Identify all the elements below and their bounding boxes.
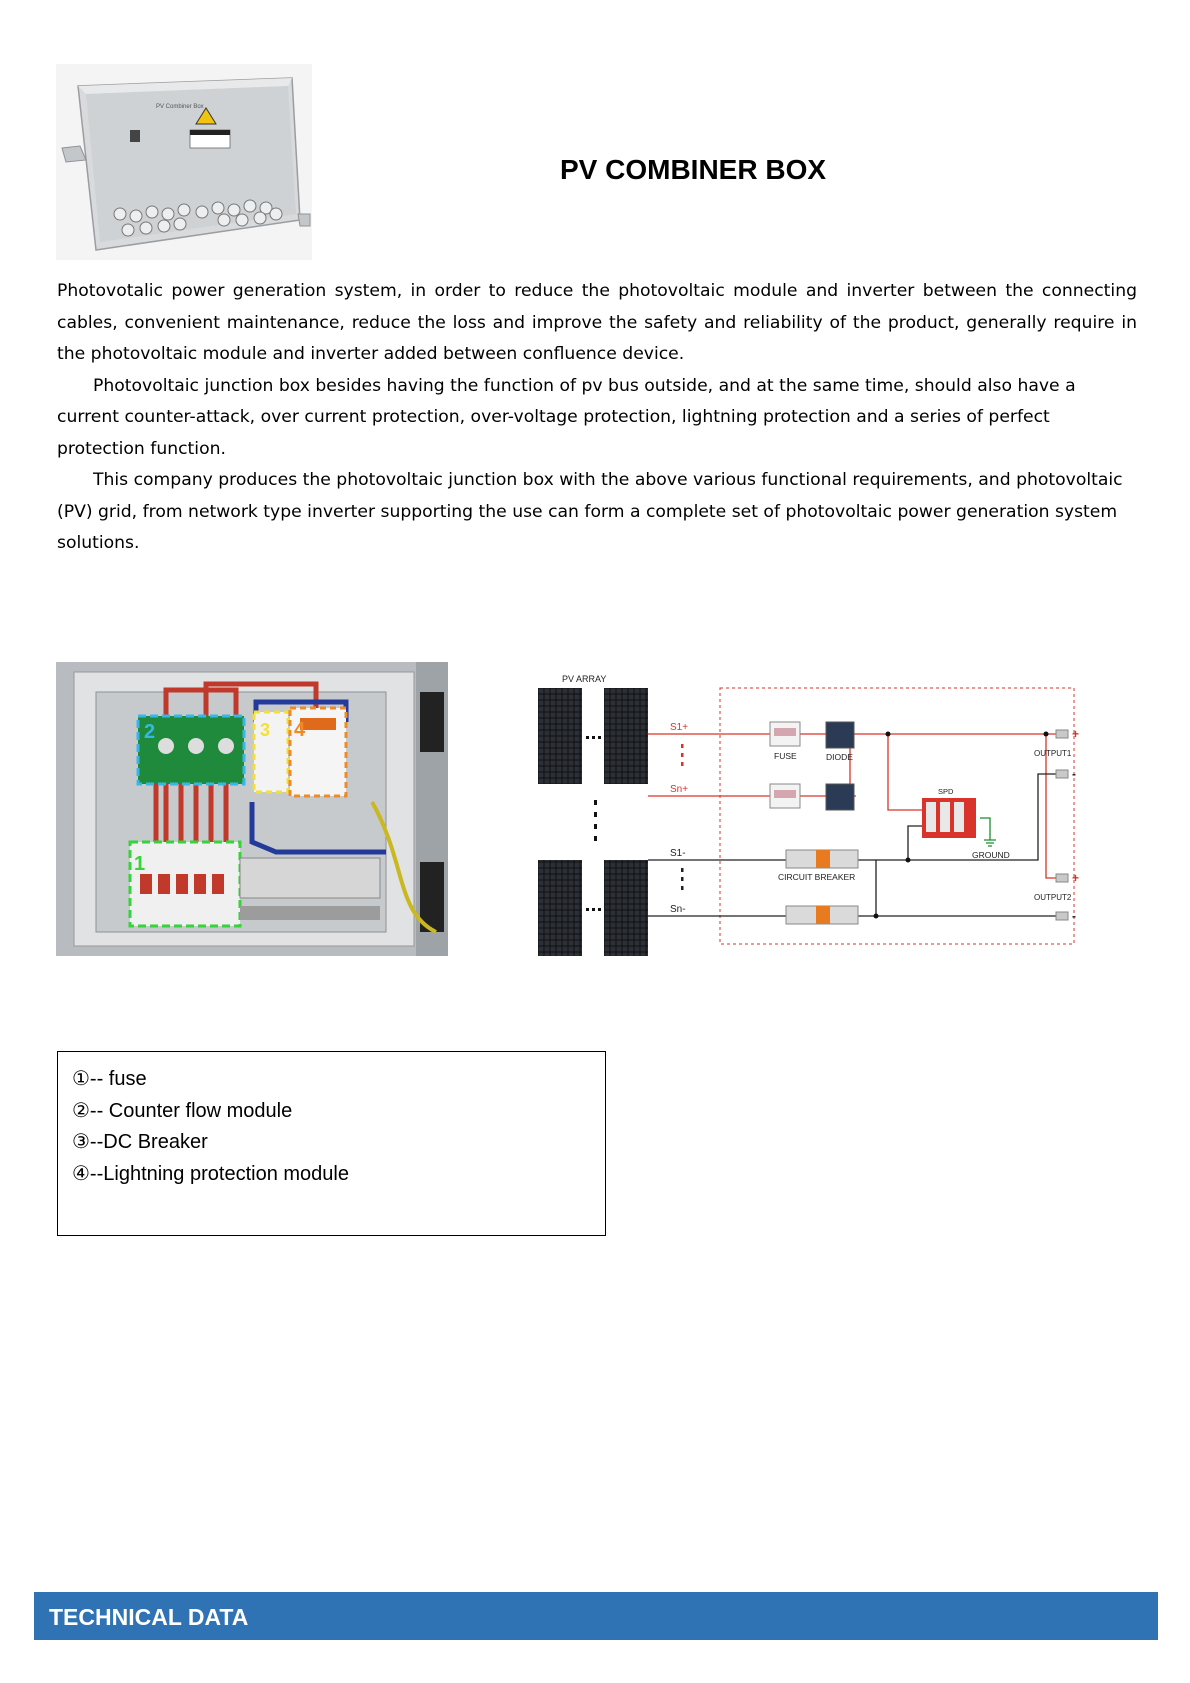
marker-3: 3: [260, 720, 271, 740]
ground-label: GROUND: [972, 850, 1010, 860]
spd-symbol: [922, 798, 976, 838]
legend-item: ②-- Counter flow module: [72, 1099, 293, 1122]
technical-data-title: TECHNICAL DATA: [49, 1604, 249, 1630]
fuse-symbol: [770, 722, 800, 808]
circuit-breaker-symbol: [786, 850, 858, 924]
sn-plus-label: Sn+: [670, 784, 689, 795]
s1-plus-label: S1+: [670, 722, 689, 733]
product-photo: [56, 64, 312, 260]
circuit-breaker-label: CIRCUIT BREAKER: [778, 872, 856, 882]
spd-label: SPD: [938, 787, 954, 796]
legend-item: ①-- fuse: [72, 1068, 147, 1090]
lock-icon: [130, 130, 140, 142]
intro-paragraph: Photovotalic power generation system, in order to reduce the photovoltaic module and inverter between the connecting cables, convenient maintenance, reduce the loss and improve the safety and reliability of the product, generally require in the photovoltaic module and inverter added between confluence device.: [57, 281, 1137, 364]
s1-minus-label: S1-: [670, 848, 686, 859]
legend-list: [58, 1052, 605, 1190]
page-title: PV COMBINER BOX: [560, 154, 827, 185]
output2-plus: +: [1072, 871, 1080, 885]
ground-icon: [984, 840, 996, 846]
intro-text: [57, 276, 1137, 560]
pv-array-label: PV ARRAY: [562, 674, 607, 684]
output1-label: OUTPUT1: [1034, 749, 1072, 758]
intro-paragraph: This company produces the photovoltaic junction box with the above various functional requirements, and photovoltaic (PV) grid, from network type inverter supporting the use can form a complete set of photovoltaic power generation system solutions.: [57, 470, 1123, 553]
internal-photo: [56, 662, 448, 956]
output2-minus: -: [1072, 909, 1076, 923]
output1-minus: -: [1072, 767, 1076, 781]
output-terminals: [1056, 730, 1068, 920]
technical-data-header: [34, 1592, 1158, 1640]
pv-panels: [538, 688, 648, 956]
circuit-schematic: [538, 664, 1078, 958]
lid-text: PV Combiner Box: [156, 104, 204, 110]
sn-minus-label: Sn-: [670, 904, 686, 915]
output2-label: OUTPUT2: [1034, 893, 1072, 902]
marker-1: 1: [134, 853, 146, 875]
legend-box: [57, 1051, 606, 1236]
legend-item: ③--DC Breaker: [72, 1131, 208, 1153]
marker-2: 2: [144, 721, 156, 743]
fuse-label: FUSE: [774, 751, 797, 761]
intro-paragraph: Photovoltaic junction box besides having the function of pv bus outside, and at the same time, should also have a current counter-attack, over current protection, over-voltage protection, lightning protection and a series of perfect protection function.: [57, 375, 1076, 459]
legend-item: ④--Lightning protection module: [72, 1162, 349, 1185]
output1-plus: +: [1072, 727, 1080, 741]
diode-label: DIODE: [826, 752, 853, 762]
marker-4: 4: [294, 719, 306, 741]
